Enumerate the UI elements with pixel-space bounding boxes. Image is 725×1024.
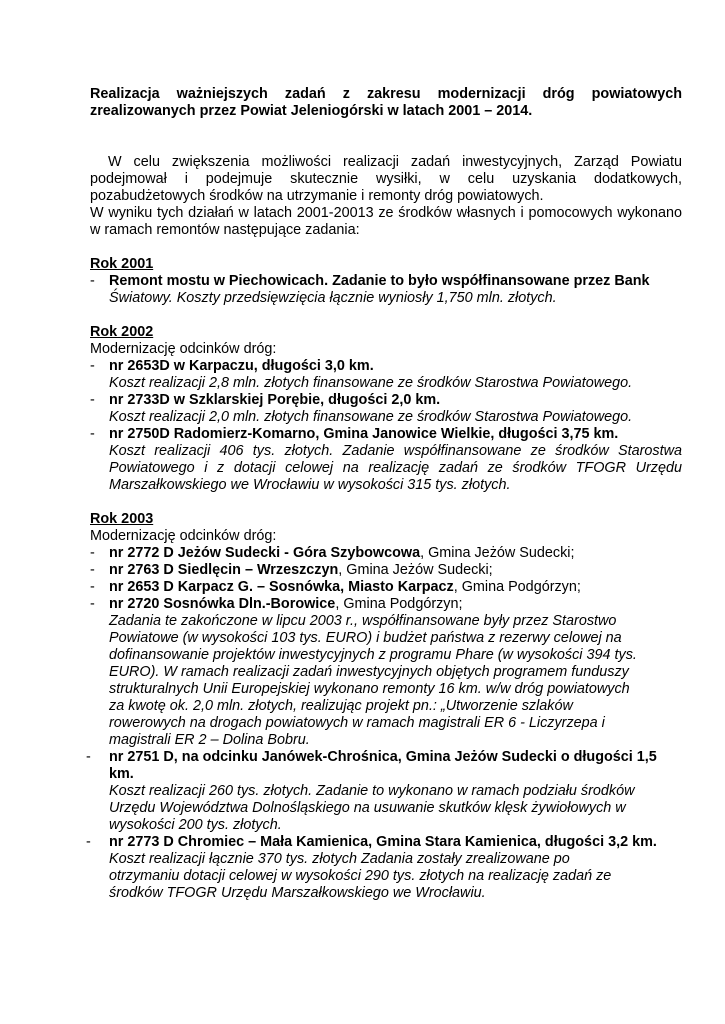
document-title: Realizacja ważniejszych zadań z zakresu modernizacji dróg powiatowych zrealizowanych przez Powiat Jeleniogórski w latach 2001 – 2014. [90, 86, 682, 119]
list-dash: - [90, 273, 95, 289]
list-dash: - [86, 834, 91, 850]
list-item [90, 579, 682, 596]
item-location: , Gmina Jeżów Sudecki; [420, 545, 575, 561]
item-title: nr 2772 D Jeżów Sudecki - Góra Szybowcowa [109, 545, 421, 561]
section-lead: Modernizację odcinków dróg: [90, 528, 277, 544]
item-note: Zadania te zakończone w lipcu 2003 r., współfinansowane były przez Starostwo Powiatowe (w wysokości 103 tys. EURO) i budżet państwa z rezerwy celowej na dofinansowanie projektów inwestycyjnych z programu Phare (w wysokości 394 tys. EURO). W ramach realizacji zadań inwestycyjnych objętych programem funduszy strukturalnych Unii Europejskiej wykonano remonty 16 km. w/w dróg powiatowych za kwotę ok. 2,0 mln. złotych, realizując projekt pn.: „Utworzenie szlaków rowerowych na drogach powiatowych w ramach magistrali ER 6 - Liczyrzepa i magistrali ER 2 – Dolina Bobru. [109, 613, 637, 748]
list-dash: - [90, 562, 95, 578]
list-dash: - [90, 426, 95, 442]
item-title: nr 2653 D Karpacz G. – Sosnówka, Miasto Karpacz [109, 579, 454, 595]
year-heading-2001: Rok 2001 [90, 256, 154, 272]
section-2001 [90, 256, 682, 307]
list-2003 [86, 545, 682, 902]
document-page [86, 86, 682, 902]
list-item [90, 545, 682, 562]
item-title: nr 2751 D, na odcinku Janówek-Chrośnica, Gmina Jeżów Sudecki o długości 1,5 km. [109, 749, 657, 782]
list-item [90, 273, 682, 307]
item-note: Koszt realizacji 406 tys. złotych. Zadanie współfinansowane ze środków Starostwa Powiatowego i z dotacji celowej na realizację zadań ze środków TFOGR Urzędu Marszałkowskiego we Wrocławiu w wysokości 315 tys. złotych. [109, 443, 682, 493]
list-item [86, 834, 682, 902]
item-note: Koszt realizacji 2,8 mln. złotych finansowane ze środków Starostwa Powiatowego. [109, 375, 633, 391]
item-note: Światowy. Koszty przedsięwzięcia łącznie wyniosły 1,750 mln. złotych. [109, 290, 557, 306]
list-dash: - [90, 545, 95, 561]
section-2002 [90, 324, 682, 494]
item-title: nr 2763 D Siedlęcin – Wrzeszczyn [109, 562, 339, 578]
list-dash: - [90, 579, 95, 595]
item-title: nr 2733D w Szklarskiej Porębie, długości 2,0 km. [109, 392, 441, 408]
list-item [90, 562, 682, 579]
item-note: Koszt realizacji łącznie 370 tys. złotych Zadania zostały zrealizowane po otrzymaniu dotacji celowej w wysokości 290 tys. złotych na realizację zadań ze środków TFOGR Urzędu Marszałkowskiego we Wrocławiu. [109, 851, 612, 901]
year-heading-2003: Rok 2003 [90, 511, 154, 527]
item-location: , Gmina Jeżów Sudecki; [338, 562, 493, 578]
item-title: nr 2720 Sosnówka Dln.-Borowice [109, 596, 336, 612]
item-note: Koszt realizacji 260 tys. złotych. Zadanie to wykonano w ramach podziału środków Urzędu Województwa Dolnośląskiego na usuwanie skutków klęsk żywiołowych w wysokości 200 tys. złotych. [109, 783, 635, 833]
list-item [90, 358, 682, 392]
intro-paragraph-2: W wyniku tych działań w latach 2001-20013 ze środków własnych i pomocowych wykonano w ramach remontów następujące zadania: [90, 205, 682, 238]
list-dash: - [86, 749, 91, 765]
item-title: nr 2773 D Chromiec – Mała Kamienica, Gmina Stara Kamienica, długości 3,2 km. [109, 834, 657, 850]
item-title: Remont mostu w Piechowicach. Zadanie to było współfinansowane przez Bank [109, 273, 650, 289]
item-note: Koszt realizacji 2,0 mln. złotych finansowane ze środków Starostwa Powiatowego. [109, 409, 633, 425]
list-2002 [90, 358, 682, 494]
list-item [90, 426, 682, 494]
list-dash: - [90, 358, 95, 374]
item-location: , Gmina Podgórzyn; [335, 596, 463, 612]
list-item [90, 596, 682, 749]
intro-paragraph-1: W celu zwiększenia możliwości realizacji zadań inwestycyjnych, Zarząd Powiatu podejmował i podejmuje skutecznie wysiłki, w celu uzyskania dodatkowych, pozabudżetowych środków na utrzymanie i remonty dróg powiatowych. [90, 154, 682, 204]
list-dash: - [90, 392, 95, 408]
intro-section [90, 154, 682, 239]
item-title: nr 2653D w Karpaczu, długości 3,0 km. [109, 358, 374, 374]
item-title: nr 2750D Radomierz-Komarno, Gmina Janowice Wielkie, długości 3,75 km. [109, 426, 619, 442]
section-2003 [86, 511, 682, 902]
year-heading-2002: Rok 2002 [90, 324, 154, 340]
list-item [90, 392, 682, 426]
list-dash: - [90, 596, 95, 612]
section-lead: Modernizację odcinków dróg: [90, 341, 277, 357]
list-2001 [90, 273, 682, 307]
item-location: , Gmina Podgórzyn; [453, 579, 581, 595]
list-item [86, 749, 682, 834]
